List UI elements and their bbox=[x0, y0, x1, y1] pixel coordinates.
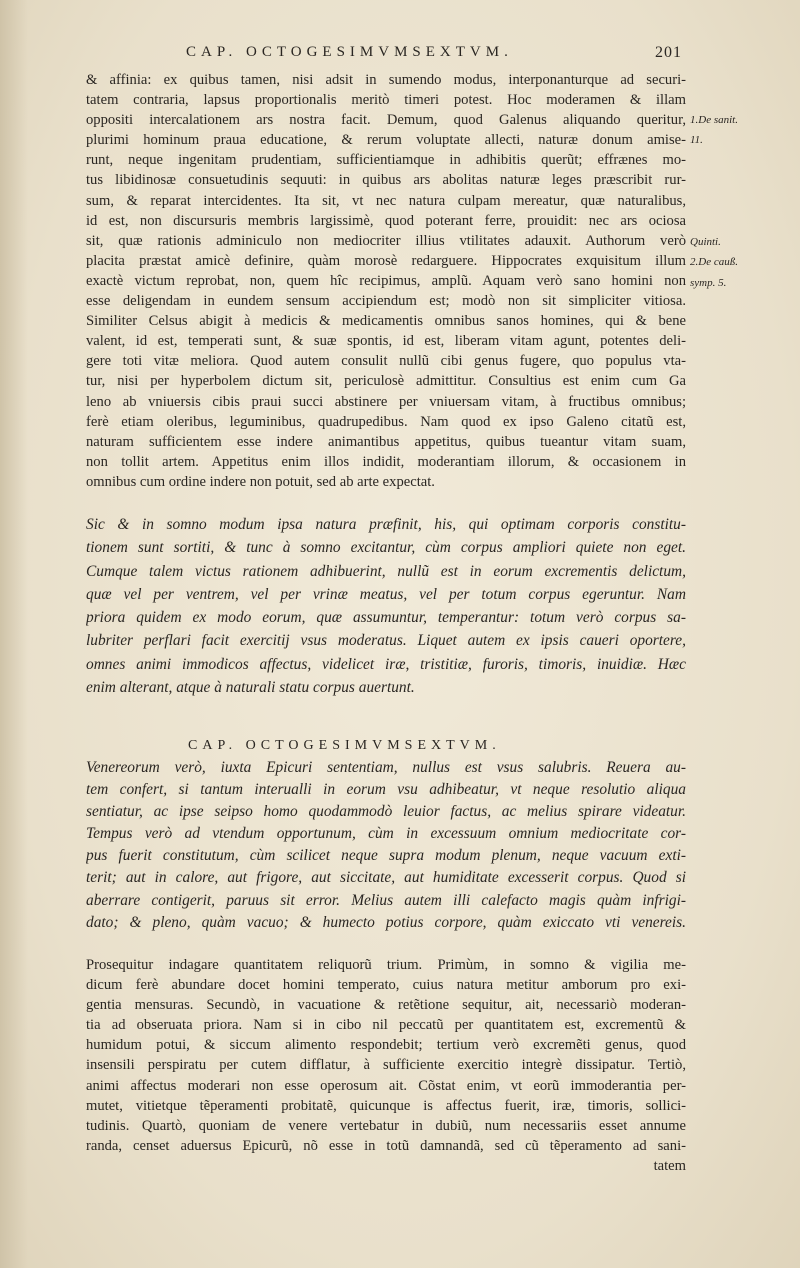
margin-note: Quinti. bbox=[690, 236, 721, 248]
text-line: Venereorum verò, iuxta Epicuri sententiam, nullus est vsus salubris. Reuera au- bbox=[86, 759, 686, 776]
text-line: priora quidem ex modo eorum, quæ assumuntur, temperantur: totum verò corpus sa- bbox=[86, 609, 686, 627]
text-line: pus fuerit constitutum, cùm scilicet neque supra modum plenum, neque vacuum exti- bbox=[86, 847, 686, 865]
page-gutter-shadow bbox=[0, 0, 28, 1268]
text-line: Sic & in somno modum ipsa natura præfinit, his, qui optimam corporis constitu- bbox=[86, 516, 686, 533]
text-line: sit, quæ rationis adminiculo non mediocriter illius vtilitates adauxit. Authorum verò bbox=[86, 232, 686, 249]
text-line: tur, nisi per hyperbolem dictum sit, periculosè admittitur. Consultius est enim cum Ga bbox=[86, 373, 686, 390]
text-line: placita præstat amicè definire, quàm morosè redarguere. Hippocrates exquisitum illum bbox=[86, 252, 686, 269]
text-line: enim alterant, atque à naturali statu corpus auertunt. bbox=[86, 679, 415, 697]
text-line: tia ad obseruata priora. Nam si in cibo nil peccatũ per quantitatem est, excrementũ & bbox=[86, 1017, 686, 1034]
text-line: quæ vel per ventrem, vel per vrinæ meatus, vel per totum corpus egeruntur. Nam bbox=[86, 585, 686, 603]
text-line: randa, censet aduersus Epicurũ, nõ esse in totũ damnandã, sed cũ tẽperamento ad sani- bbox=[86, 1137, 686, 1154]
margin-note: 1.De sanit. bbox=[690, 114, 738, 126]
margin-note: 2.De cauß. bbox=[690, 256, 738, 268]
text-line: dato; & pleno, quàm vacuo; & humecto potius corpore, quàm exiccato vti venereis. bbox=[86, 913, 686, 931]
text-line: mutet, vitietque tẽperamenti probitatẽ, quicunque is affectus fuerit, iræ, timoris, sollici- bbox=[86, 1097, 686, 1114]
text-line: animi affectus moderari non esse operosum ait. Cõstat enim, vt eorũ immoderantia per- bbox=[86, 1077, 686, 1094]
text-line: ferè etiam oleribus, leguminibus, quadrupedibus. Nam quod ex ipso Galeno citatũ est, bbox=[86, 413, 686, 430]
text-line: tatem contraria, lapsus proportionalis meritò timeri potest. Hoc moderamen & illam bbox=[86, 92, 686, 109]
text-line: humidum potui, & siccum alimento respondebit; tertium verò excremẽti genus, quod bbox=[86, 1037, 686, 1054]
running-header bbox=[86, 44, 682, 68]
text-line: dicum ferè abundare docet homini temperato, cuius natura metitur amborum pro exi- bbox=[86, 977, 686, 994]
page-number: 201 bbox=[655, 44, 682, 61]
text-line: Cumque talem victus rationem adhibuerint, nullũ est in eorum excrementis delictum, bbox=[86, 562, 686, 580]
text-line: Tempus verò ad vtendum opportunum, cùm in excessuum omnium mediocritate cor- bbox=[86, 825, 686, 843]
text-line: sentiatur, ac ipse seipso homo quodammodò leuior factus, ac melius spirare videatur. bbox=[86, 803, 686, 821]
text-line: naturam sufficientem esse indere animantibus appetitus, quibus tueantur vitam suam, bbox=[86, 433, 686, 450]
text-line: gere toti vitæ meliora. Quod autem consulit nullũ cibi genus fugere, quo populus vta- bbox=[86, 353, 686, 370]
text-line: runt, neque ingenitam prudentiam, sufficientiamque in adhibitis querũt; effrænes mo- bbox=[86, 152, 686, 169]
text-line: tem confert, si tantum interualli in eorum vsu adhibeatur, vt neque resolutio aliqua bbox=[86, 781, 686, 799]
text-line: tus libidinosæ consuetudinis sequuti: in quibus ars abolitas naturæ leges præscribit rur- bbox=[86, 172, 686, 189]
italic-text-block bbox=[86, 513, 686, 699]
text-line: plurimi hominum praua educatione, & rerum voluptate allecti, naturæ donum amise- bbox=[86, 132, 686, 149]
text-line: esse deligendam in eundem sensum accipiendum est; modò non sit simpliciter vitiosa. bbox=[86, 293, 686, 310]
text-line: aberrare contigerit, paruus sit error. Melius autem illi calefacto magis quàm infrigi- bbox=[86, 891, 686, 909]
text-line: Similiter Celsus abigit à medicis & medicamentis omnibus sanos homines, qui & bene bbox=[86, 313, 686, 330]
text-line: Prosequitur indagare quantitatem reliquorũ trium. Primùm, in somno & vigilia me- bbox=[86, 957, 686, 973]
text-line: omnibus cum ordine indere non potuit, sed ab arte expectat. bbox=[86, 473, 435, 490]
text-line: leno ab vniuersis cibis praui succi abstinere per vniuersam vitam, à fructibus omnibus; bbox=[86, 393, 686, 410]
text-line: id est, non discursuris membris largissimè, quod poterant ferre, prouidit: nec ars ociosa bbox=[86, 212, 686, 229]
text-line: exactè victum reprobat, non, quem hîc recipimus, amplũ. Aquam verò sano homini non bbox=[86, 272, 686, 289]
chapter-heading: CAP. OCTOGESIMVMSEXTVM. bbox=[188, 738, 501, 753]
text-line: tudinis. Quartò, quoniam de venere vertebatur in dubiũ, num necessariis esset annume bbox=[86, 1117, 686, 1134]
text-line: tionem sunt sortiti, & tunc à somno excitantur, cùm corpus ampliori quiete non eget. bbox=[86, 539, 686, 557]
text-line: oppositi intercalationem ars nostra facit. Demum, quod Galenus aliquando queritur, bbox=[86, 112, 686, 129]
text-line: insensili perspiratu per cutem difflatur, à sufficiente exercitio integrè dissipatur. Tertiò, bbox=[86, 1057, 686, 1074]
text-line: omnes animi immodicos affectus, videlicet iræ, tristitiæ, furoris, timoris, inuidiæ. Hæc bbox=[86, 655, 686, 673]
main-text-block bbox=[86, 70, 686, 492]
text-line: non tollit artem. Appetitus enim illos indidit, moderantiam illorum, & occasionem in bbox=[86, 453, 686, 470]
margin-note: 11. bbox=[690, 134, 703, 146]
text-line: sum, & reparat intercidentes. Ita sit, vt nec natura culpam mereatur, quæ naturalibus, bbox=[86, 192, 686, 209]
catchword: tatem bbox=[653, 1157, 686, 1174]
running-title: CAP. OCTOGESIMVMSEXTVM. bbox=[186, 44, 513, 60]
margin-note: symp. 5. bbox=[690, 277, 727, 289]
text-line: terit; aut in calore, aut frigore, aut siccitate, aut humiditate excesserit corpus. Quod si bbox=[86, 869, 686, 887]
text-line: lubriter perflari facit exercitij vsus moderatus. Liquet autem ex ipsis caueri oportere, bbox=[86, 632, 686, 650]
italic-text-block-2 bbox=[86, 757, 686, 934]
commentary-text-block bbox=[86, 955, 686, 1176]
text-line: gentia mensuras. Secundò, in vacuatione & retẽtione sequitur, ait, necessariò moderan- bbox=[86, 997, 686, 1014]
text-line: valent, id est, temperati sunt, & suæ spontis, id est, liberam vitam agunt, potentes deli- bbox=[86, 333, 686, 350]
text-line: & affinia: ex quibus tamen, nisi adsit in sumendo modus, interponanturque ad securi- bbox=[86, 72, 686, 88]
